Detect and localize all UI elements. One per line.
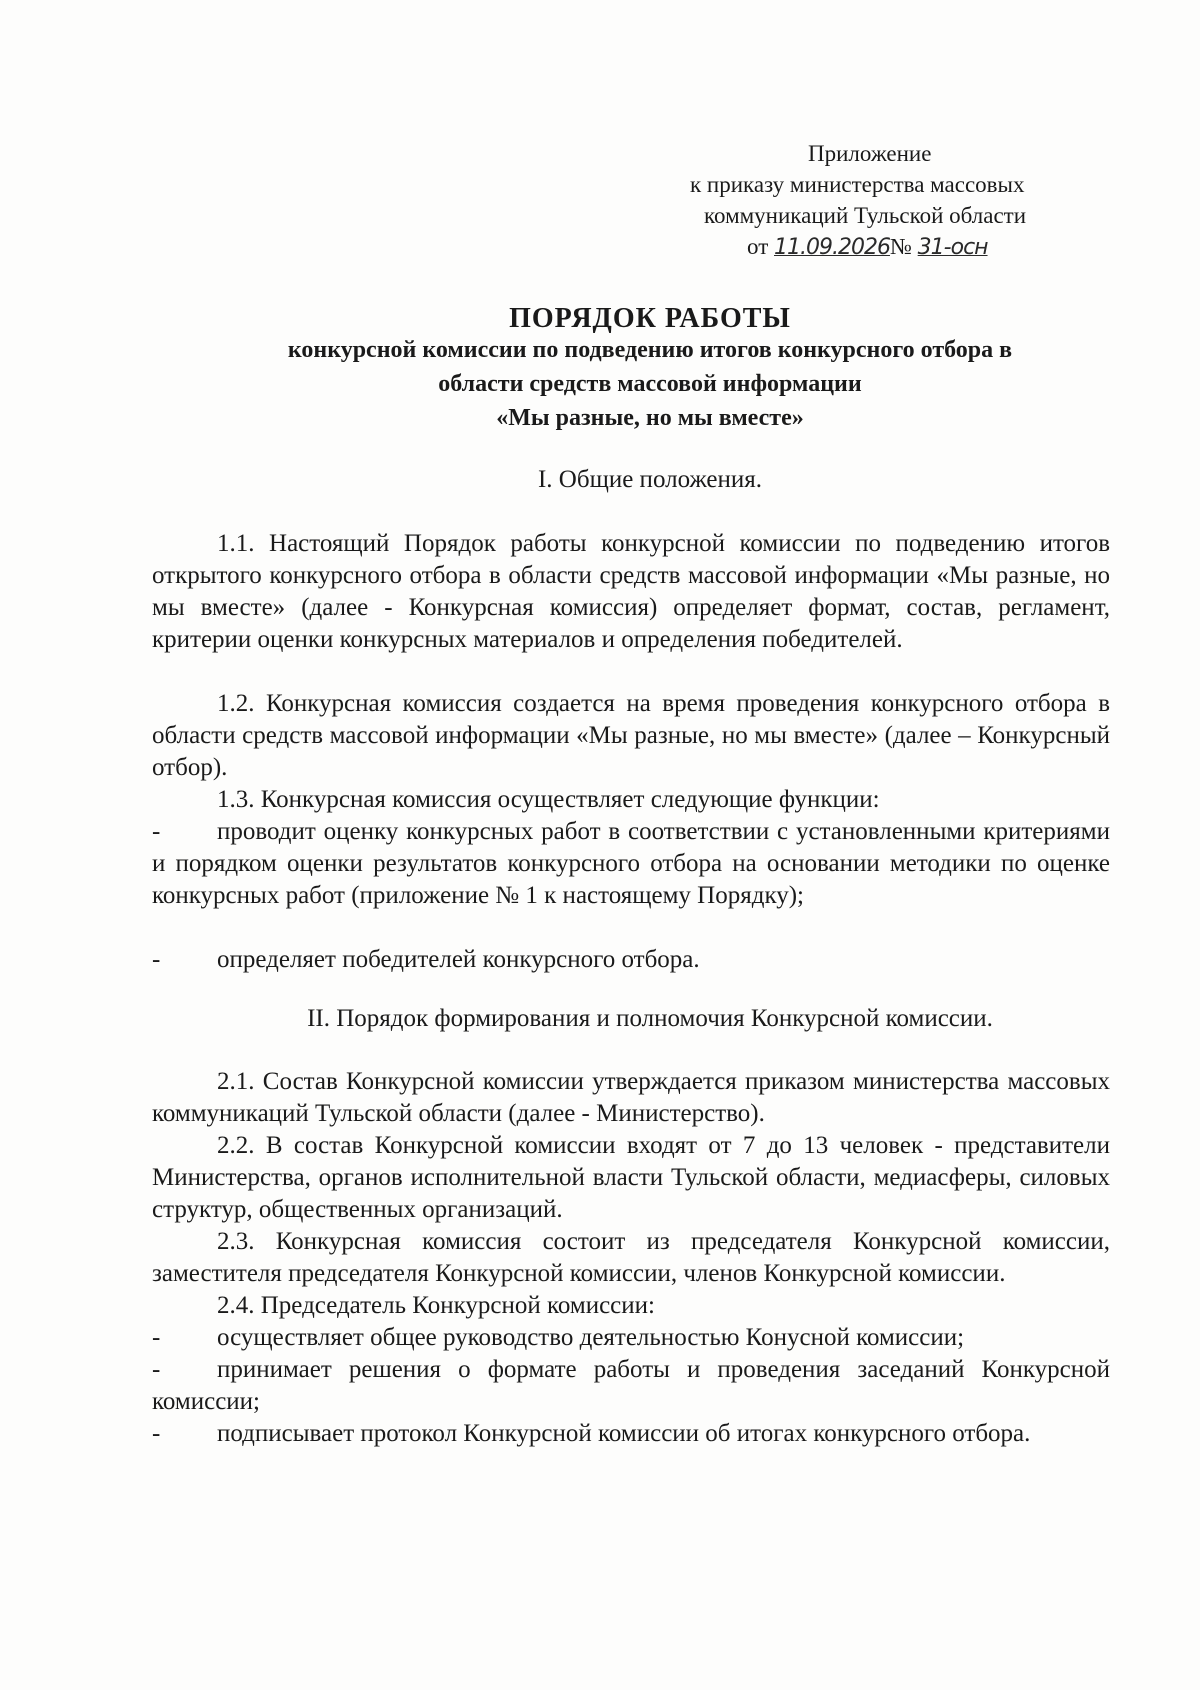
handwritten-date: 11.09.2026 bbox=[774, 235, 890, 260]
appendix-ministry: коммуникаций Тульской области bbox=[704, 203, 1027, 228]
handwritten-number: 31-осн bbox=[917, 235, 988, 260]
document-title: ПОРЯДОК РАБОТЫ bbox=[509, 303, 791, 334]
paragraph-1-1: 1.1. Настоящий Порядок работы конкурсной комиссии по подведению итогов открытого конкурсного отбора в области средств массовой информации «Мы разные, но мы вместе» (далее - Конкурсная комиссия) определяет формат, состав, регламент, критерии оценки конкурсных материалов и определения победителей. bbox=[152, 530, 1110, 653]
list-dash: - bbox=[152, 946, 161, 973]
list-dash: - bbox=[152, 1420, 161, 1447]
paragraph-2-4: 2.4. Председатель Конкурсной комиссии: bbox=[217, 1292, 655, 1319]
section-2-heading: II. Порядок формирования и полномочия Конкурсной комиссии. bbox=[307, 1005, 993, 1032]
document-subtitle-line-2: области средств массовой информации bbox=[438, 371, 862, 397]
list-item-text: осуществляет общее руководство деятельностью Конусной комиссии; bbox=[217, 1324, 965, 1351]
list-item bbox=[152, 816, 1110, 912]
appendix-date-number bbox=[690, 231, 1090, 263]
number-label: № bbox=[889, 234, 912, 259]
list-item-text: проводит оценку конкурсных работ в соответствии с установленными критериями и порядком оценки результатов конкурсного отбора на основании методики по оценке конкурсных работ (приложение № 1 к настоящему Порядку); bbox=[152, 818, 1110, 909]
paragraph-2-1: 2.1. Состав Конкурсной комиссии утверждается приказом министерства массовых коммуникаций Тульской области (далее - Министерство). bbox=[152, 1068, 1110, 1127]
list-dash: - bbox=[152, 1324, 161, 1351]
paragraph-2-2: 2.2. В состав Конкурсной комиссии входят от 7 до 13 человек - представители Министерства, органов исполнительной власти Тульской области, медиасферы, силовых структур, общественных организаций. bbox=[152, 1132, 1110, 1223]
from-label: от bbox=[747, 234, 769, 259]
document-subtitle-line-1: конкурсной комиссии по подведению итогов конкурсного отбора в bbox=[287, 337, 1013, 363]
list-item bbox=[152, 1354, 1110, 1418]
list-dash: - bbox=[152, 1356, 161, 1383]
appendix-title: Приложение bbox=[808, 141, 932, 166]
appendix-order-ref: к приказу министерства массовых bbox=[690, 172, 1025, 197]
list-item bbox=[152, 944, 1110, 976]
paragraph-2-3: 2.3. Конкурсная комиссия состоит из председателя Конкурсной комиссии, заместителя председателя Конкурсной комиссии, членов Конкурсной комиссии. bbox=[152, 1228, 1110, 1287]
list-item bbox=[152, 1418, 1110, 1450]
list-item-text: принимает решения о формате работы и проведения заседаний Конкурсной комиссии; bbox=[152, 1356, 1110, 1415]
list-dash: - bbox=[152, 818, 161, 845]
section-1-heading: I. Общие положения. bbox=[537, 466, 763, 493]
paragraph-1-2: 1.2. Конкурсная комиссия создается на время проведения конкурсного отбора в области средств массовой информации «Мы разные, но мы вместе» (далее – Конкурсный отбор). bbox=[152, 690, 1110, 781]
document-subtitle-line-3: «Мы разные, но мы вместе» bbox=[496, 405, 804, 431]
appendix-header bbox=[690, 138, 1090, 263]
paragraph-1-3: 1.3. Конкурсная комиссия осуществляет следующие функции: bbox=[217, 786, 880, 813]
list-item-text: определяет победителей конкурсного отбора. bbox=[217, 946, 700, 973]
list-item-text: подписывает протокол Конкурсной комиссии об итогах конкурсного отбора. bbox=[217, 1420, 1031, 1447]
list-item bbox=[152, 1322, 1110, 1354]
